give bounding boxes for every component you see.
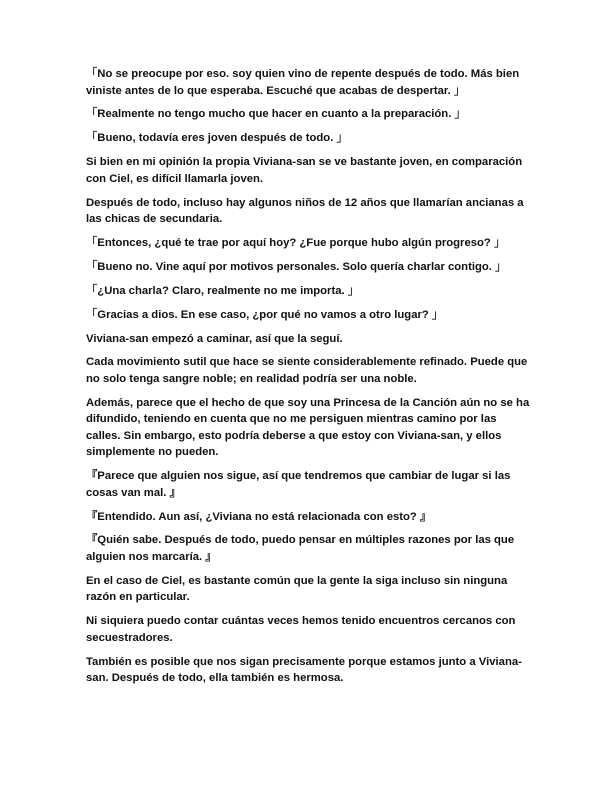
paragraph: Además, parece que el hecho de que soy una Princesa de la Canción aún no se ha difundido, teniendo en cuenta que no me persiguen mientras camino por las calles. Sin embargo, esto podría deberse a que estoy con Viviana-san, y ellos simplemente no pueden. bbox=[86, 396, 530, 459]
paragraph: 「Bueno no. Vine aquí por motivos personales. Solo quería charlar contigo. 」 bbox=[86, 260, 507, 273]
paragraph: 「¿Una charla? Claro, realmente no me importa. 」 bbox=[86, 284, 360, 297]
paragraph: Después de todo, incluso hay algunos niños de 12 años que llamarían ancianas a las chicas de secundaria. bbox=[86, 196, 524, 226]
document-body bbox=[86, 66, 534, 694]
paragraph: 「Bueno, todavía eres joven después de todo. 」 bbox=[86, 132, 348, 145]
paragraph: Cada movimiento sutil que hace se siente considerablemente refinado. Puede que no solo tenga sangre noble; en realidad podría ser una noble. bbox=[86, 356, 528, 385]
paragraph: 『Quién sabe. Después de todo, puedo pensar en múltiples razones por las que alguien nos marcaría. 』 bbox=[86, 534, 515, 563]
paragraph: 「Gracias a dios. En ese caso, ¿por qué no vamos a otro lugar? 」 bbox=[86, 308, 444, 321]
paragraph: 『Entendido. Aun así, ¿Viviana no está relacionada con esto? 』 bbox=[86, 510, 432, 523]
paragraph: Si bien en mi opinión la propia Viviana-san se ve bastante joven, en comparación con Ciel, es difícil llamarla joven. bbox=[86, 156, 523, 185]
paragraph: También es posible que nos sigan precisamente porque estamos junto a Viviana-san. Después de todo, ella también es hermosa. bbox=[86, 655, 522, 685]
paragraph: 「Realmente no tengo mucho que hacer en cuanto a la preparación. 」 bbox=[86, 108, 466, 121]
paragraph: 『Parece que alguien nos sigue, así que tendremos que cambiar de lugar si las cosas van mal. 』 bbox=[86, 470, 511, 499]
paragraph: En el caso de Ciel, es bastante común que la gente la siga incluso sin ninguna razón en particular. bbox=[86, 574, 508, 604]
paragraph: 「Entonces, ¿qué te trae por aquí hoy? ¿Fue porque hubo algún progreso? 」 bbox=[86, 236, 506, 249]
paragraph: 「No se preocupe por eso. soy quien vino de repente después de todo. Más bien viniste antes de lo que esperaba. Escuché que acabas de despertar. 」 bbox=[86, 68, 520, 97]
paragraph: Viviana-san empezó a caminar, así que la seguí. bbox=[86, 332, 343, 345]
paragraph: Ni siquiera puedo contar cuántas veces hemos tenido encuentros cercanos con secuestradores. bbox=[86, 615, 516, 644]
